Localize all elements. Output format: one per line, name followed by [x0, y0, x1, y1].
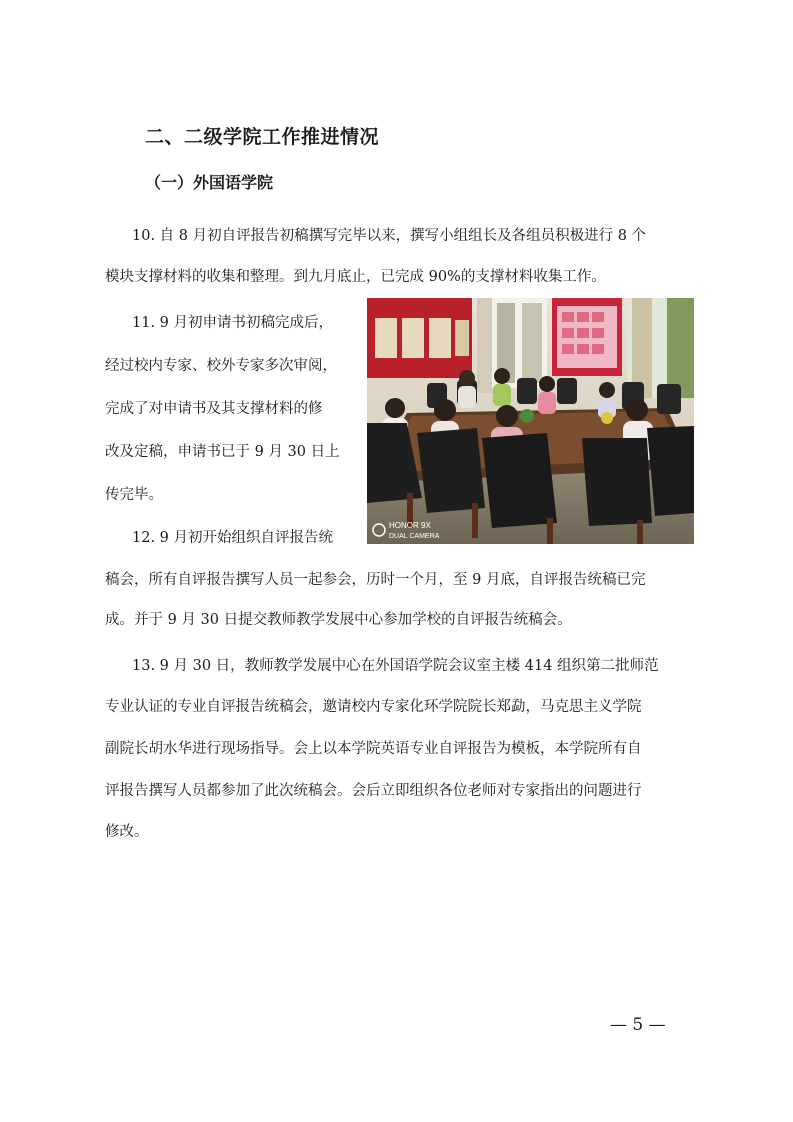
subsection-heading: （一）外国语学院 [145, 173, 274, 192]
para13-line4: 评报告撰写人员都参加了此次统稿会。会后立即组织各位老师对专家指出的问题进行 [105, 783, 642, 799]
para12-line3: 成。并于 9 月 30 日提交教师教学发展中心参加学校的自评报告统稿会。 [105, 612, 572, 628]
page-number: — 5 — [610, 1015, 666, 1035]
para11-line4: 改及定稿，申请书已于 9 月 30 日上 [105, 444, 340, 460]
para11-line2: 经过校内专家、校外专家多次审阅， [105, 358, 337, 374]
para11-line3: 完成了对申请书及其支撑材料的修 [105, 401, 323, 417]
para11-line1: 11. 9 月初申请书初稿完成后， [132, 315, 334, 331]
para13-line1: 13. 9 月 30 日，教师教学发展中心在外国语学院会议室主楼 414 组织第二批师范 [132, 658, 659, 674]
meeting-photo [367, 298, 694, 544]
para12-line1: 12. 9 月初开始组织自评报告统 [132, 530, 334, 546]
para13-line2: 专业认证的专业自评报告统稿会，邀请校内专家化环学院院长郑勐，马克思主义学院 [105, 699, 642, 715]
para13-line3: 副院长胡水华进行现场指导。会上以本学院英语专业自评报告为模板，本学院所有自 [105, 741, 642, 757]
para11-line5: 传完毕。 [105, 487, 163, 503]
para10-line1: 10. 自 8 月初自评报告初稿撰写完毕以来，撰写小组组长及各组员积极进行 8 个 [132, 228, 647, 244]
watermark-camera: DUAL CAMERA [389, 533, 440, 540]
section-heading: 二、二级学院工作推进情况 [145, 126, 380, 148]
para12-line2: 稿会，所有自评报告撰写人员一起参会，历时一个月，至 9 月底，自评报告统稿已完 [105, 572, 646, 588]
watermark-model: HONOR 9X [389, 521, 431, 530]
para10-line2: 模块支撑材料的收集和整理。到九月底止，已完成 90%的支撑材料收集工作。 [105, 269, 606, 285]
para13-line5: 修改。 [105, 824, 149, 840]
